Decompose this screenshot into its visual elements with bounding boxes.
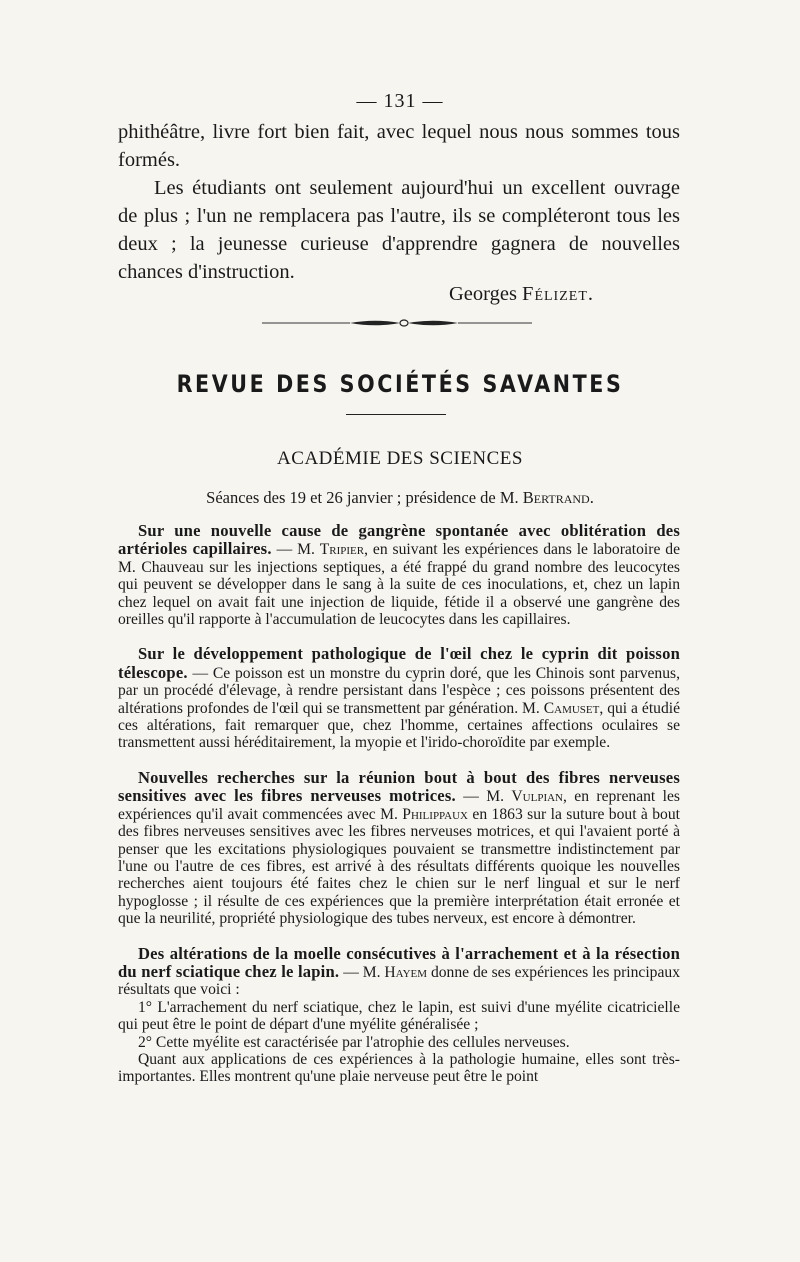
- article-list-item-1: 1° L'arrachement du nerf sciatique, chez le lapin, est suivi d'une myélite cicatricielle qui peut être le point de départ d'une myélite généralisée ;: [118, 998, 680, 1034]
- sessions-line: [0, 488, 800, 508]
- signature-last-name: Félizet.: [522, 283, 594, 305]
- article-title: Sur le développement pathologique de l'œil chez le cyprin dit poisson télescope.: [118, 644, 680, 682]
- article-author: Camuset: [543, 699, 600, 717]
- article-1: [118, 522, 680, 628]
- article-author: Vulpian: [511, 788, 563, 806]
- sessions-text: Séances des 19 et 26 janvier ; présidence de: [206, 488, 496, 507]
- section-title: REVUE DES SOCIÉTÉS SAVANTES: [176, 370, 624, 398]
- signature: [449, 280, 594, 308]
- page-number: — 131 —: [356, 90, 444, 112]
- article-3: [118, 769, 680, 928]
- article-body-part-2: , qui a étudié ces altérations, fait remarquer que, chez l'homme, certaines affections oculaires se transmettent aussi héréditairement, la myopie et l'irido-choroïdite par exemple.: [118, 699, 680, 752]
- article-title: Nouvelles recherches sur la réunion bout à bout des fibres nerveuses sensitives avec les fibres nerveuses motrices.: [118, 767, 680, 806]
- intro-text: [118, 118, 680, 286]
- article-conclusion: Quant aux applications de ces expériences à la pathologie humaine, elles sont très-importantes. Elles montrent qu'une plaie nerveuse peut être le point: [118, 1050, 680, 1086]
- article-dash: — M.: [339, 963, 385, 981]
- signature-first-name: Georges: [448, 283, 517, 305]
- article-author: Hayem: [384, 963, 428, 981]
- article-author: Tripier: [319, 541, 365, 559]
- article-paragraph: [118, 769, 680, 928]
- article-title: Sur une nouvelle cause de gangrène spontanée avec oblitération des artérioles capillaires.: [118, 521, 680, 559]
- article-paragraph: [118, 945, 680, 999]
- intro-paragraph-2: Les étudiants ont seulement aujourd'hui un excellent ouvrage de plus ; l'un ne remplacera pas l'autre, ils se compléteront tous les deux ; la jeunesse curieuse d'apprendre gagnera de nouvelles chances d'instruction.: [118, 177, 680, 283]
- ornament-divider-icon: [262, 316, 532, 330]
- article-paragraph: [118, 645, 680, 751]
- article-body: donne de ses expériences les principaux résultats que voici :: [118, 963, 680, 999]
- article-body-part-1: — Ce poisson est un monstre du cyprin doré, que les Chinois sont parvenus, par un procédé d'élevage, à rendre persistant dans l'espèce ; ces poissons présentent des altérations profondes de l'œil qui se transmettent par génération. M.: [118, 664, 680, 717]
- title-rule: [346, 414, 446, 415]
- intro-paragraph-1: phithéâtre, livre fort bien fait, avec lequel nous nous sommes tous formés.: [118, 121, 680, 171]
- article-paragraph: [118, 522, 680, 628]
- article-list-item-2: 2° Cette myélite est caractérisée par l'atrophie des cellules nerveuses.: [138, 1033, 570, 1051]
- article-second-author: Philippaux: [402, 805, 469, 823]
- sessions-president: M. Bertrand.: [499, 488, 594, 507]
- article-title: Des altérations de la moelle consécutives à l'arrachement et à la résection du nerf sciatique chez le lapin.: [118, 943, 680, 981]
- article-dash: — M.: [271, 541, 320, 559]
- academy-heading: ACADÉMIE DES SCIENCES: [277, 448, 523, 469]
- article-2: [118, 645, 680, 751]
- article-body-part-1: , en reprenant les expériences qu'il avait commencées avec M.: [118, 788, 680, 823]
- article-4: [118, 945, 680, 1086]
- article-dash: — M.: [455, 788, 512, 806]
- articles: [118, 522, 680, 1103]
- article-body: , en suivant les expériences dans le laboratoire de M. Chauveau sur les injections septiques, a été frappé du grand nombre des leucocytes qui peuvent se développer dans le sang à la suite de ces inoculations, et, chez un lapin chez lequel on avait fait une injection de liquide, fétide il a observé une gangrène des oreilles qu'il rapporte à l'accumulation de leucocytes dans les capillaires.: [118, 541, 681, 629]
- article-body-part-2: en 1863 sur la suture bout à bout des fibres nerveuses sensitives avec les fibres nerveuses motrices, et qui l'avaient porté à penser que les excitations physiologiques pouvaient se transmettre indistinctement par l'une ou l'autre de ces fibres, est arrivé à des résultats différents quoique les nouvelles recherches aient toujours été faites chez le chien sur le nerf lingual et sur le nerf hypoglosse ; il résulte de ces expériences que la première interprétation était erronée et que la neurilité, propriété physiologique des tubes nerveux, est encore à démontrer.: [118, 805, 680, 928]
